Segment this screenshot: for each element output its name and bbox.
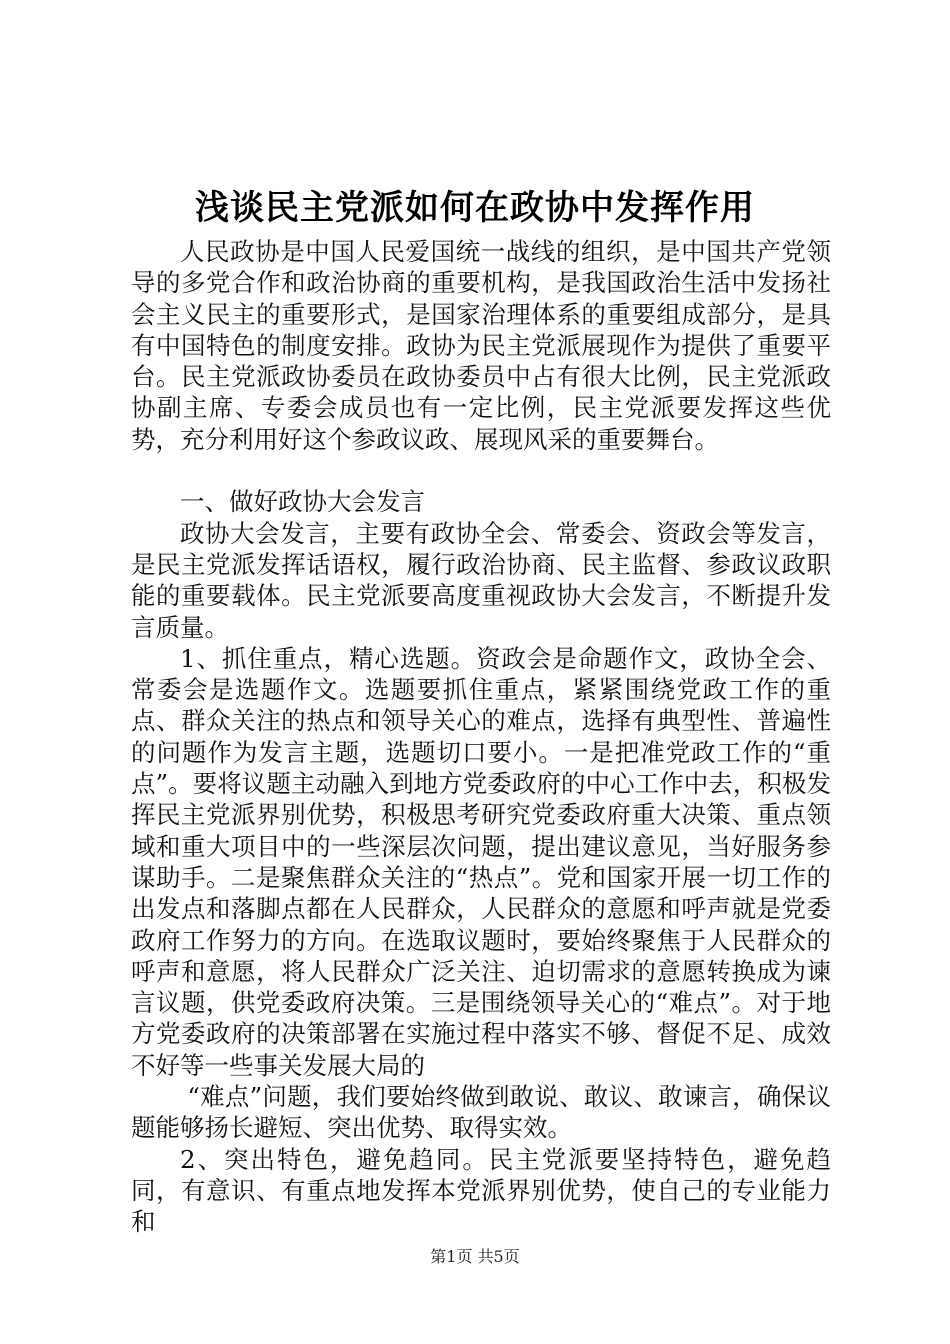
point-1-paragraph: 1、抓住重点，精心选题。资政会是命题作文，政协全会、常委会是选题作文。选题要抓住重点，紧紧围绕党政工作的重点、群众关注的热点和领导关心的难点，选择有典型性、普遍性的问题作为发言主题，选题切口要小。一是把准党政工作的“重点”。要将议题主动融入到地方党委政府的中心工作中去，积极发挥民主党派界别优势，积极思考研究党委政府重大决策、重点领域和重大项目中的一些深层次问题，提出建议意见，当好服务参谋助手。二是聚焦群众关注的“热点”。党和国家开展一切工作的出发点和落脚点都在人民群众，人民群众的意愿和呼声就是党委政府工作努力的方向。在选取议题时，要始终聚焦于人民群众的呼声和意愿，将人民群众广泛关注、迫切需求的意愿转换成为谏言议题，供党委政府决策。三是围绕领导关心的“难点”。对于地方党委政府的决策部署在实施过程中落实不够、督促不足、成效不好等一些事关发展大局的 bbox=[131, 643, 831, 1080]
page-footer: 第1页 共5页 bbox=[430, 1247, 520, 1266]
document-title: 浅谈民主党派如何在政协中发挥作用 bbox=[195, 188, 755, 228]
point-2-paragraph: 2、突出特色，避免趋同。民主党派要坚持特色，避免趋同，有意识、有重点地发挥本党派界别优势，使自己的专业能力和 bbox=[131, 1144, 831, 1237]
document-body bbox=[131, 236, 831, 1238]
section-paragraph: 政协大会发言，主要有政协全会、常委会、资政会等发言，是民主党派发挥话语权，履行政治协商、民主监督、参政议政职能的重要载体。民主党派要高度重视政协大会发言，不断提升发言质量。 bbox=[131, 518, 831, 642]
intro-paragraph: 人民政协是中国人民爱国统一战线的组织，是中国共产党领导的多党合作和政治协商的重要机构，是我国政治生活中发扬社会主义民主的重要形式，是国家治理体系的重要组成部分，是具有中国特色的制度安排。政协为民主党派展现作为提供了重要平台。民主党派政协委员在政协委员中占有很大比例，民主党派政协副主席、专委会成员也有一定比例，民主党派要发挥这些优势，充分利用好这个参政议政、展现风采的重要舞台。 bbox=[131, 237, 831, 454]
point-1-continuation: “难点”问题，我们要始终做到敢说、敢议、敢谏言，确保议题能够扬长避短、突出优势、取得实效。 bbox=[131, 1082, 831, 1143]
section-heading: 一、做好政协大会发言 bbox=[180, 487, 425, 517]
paragraph-gap bbox=[131, 455, 831, 486]
